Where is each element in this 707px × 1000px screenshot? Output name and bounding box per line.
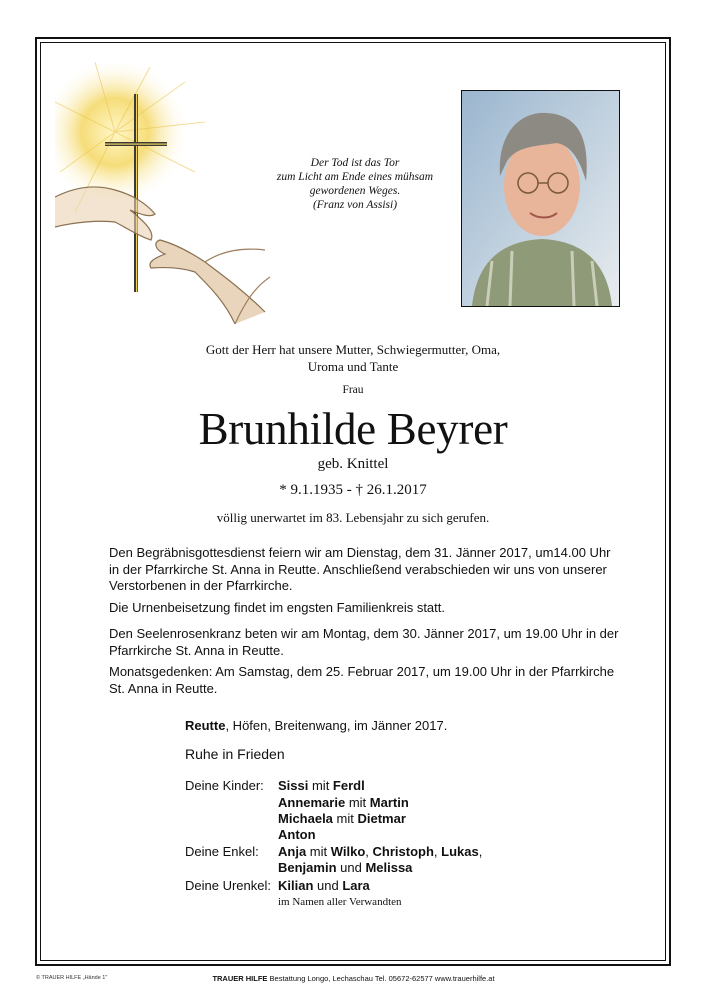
family-name: Wilko	[330, 844, 366, 859]
paragraph-line: Pfarrkirche St. Anna in Reutte.	[109, 642, 284, 658]
great-grandchildren-label: Deine Urenkel:	[185, 878, 271, 893]
quote-line: zum Licht am Ende eines mühsam	[276, 171, 434, 183]
family-name: Christoph	[372, 844, 434, 859]
quote-line: gewordenen Weges.	[309, 185, 401, 197]
paragraph-line: Monatsgedenken: Am Samstag, dem 25. Februar 2017, um 19.00 Uhr in der Pfarrkirche	[109, 664, 615, 679]
family-name: Kilian	[278, 878, 314, 893]
connector: mit	[332, 811, 358, 826]
family-name: Melissa	[365, 860, 413, 875]
paragraph-line: in der Pfarrkirche St. Anna in Reutte. Anschließend verabschieden wir uns von unserer	[109, 561, 607, 577]
paragraph-line: Den Begräbnisgottesdienst feiern wir am Dienstag, dem 31. Jänner 2017, um14.00 Uhr	[109, 545, 611, 560]
grandchildren-entry	[278, 860, 412, 875]
hands-icon	[55, 187, 270, 324]
family-name: Anja	[278, 844, 307, 859]
connector: ,	[365, 844, 373, 859]
memorial-paragraph	[109, 664, 615, 697]
paragraph-line: Den Seelenrosenkranz beten wir am Montag, dem 30. Jänner 2017, um 19.00 Uhr in der	[109, 626, 619, 641]
family-name: Lukas	[441, 844, 479, 859]
connector: mit	[308, 778, 333, 793]
intro-line: Gott der Herr hat unsere Mutter, Schwiegermutter, Oma,	[205, 342, 501, 357]
footer-contact: Bestattung Longo, Lechaschau Tel. 05672-62577 www.trauerhilfe.at	[267, 974, 495, 983]
connector: ,	[433, 844, 442, 859]
footer-copyright: © TRAUER HILFE „Hände 1"	[36, 975, 108, 981]
intro-line: Uroma und Tante	[307, 359, 399, 374]
family-name: Martin	[369, 795, 409, 810]
portrait-image	[462, 91, 619, 306]
quote-author: (Franz von Assisi)	[312, 199, 398, 211]
quote-block	[260, 156, 450, 212]
family-name: Annemarie	[278, 795, 346, 810]
connector: und	[313, 878, 343, 893]
child-entry	[278, 778, 365, 793]
connector: und	[336, 860, 366, 875]
urn-paragraph	[109, 600, 609, 617]
children-label: Deine Kinder:	[185, 778, 264, 793]
relatives-text: im Namen aller Verwandten	[278, 896, 402, 908]
family-name: Benjamin	[278, 860, 337, 875]
footer-info	[0, 974, 707, 983]
connector: mit	[345, 795, 370, 810]
grandchildren-entry	[278, 844, 482, 859]
intro-text	[40, 341, 666, 375]
maiden-name: geb. Knittel	[317, 456, 389, 472]
child-entry	[278, 795, 409, 810]
family-name: Anton	[278, 827, 316, 842]
child-entry	[278, 827, 316, 842]
place-date	[185, 718, 447, 733]
great-grandchildren-entry	[278, 878, 370, 893]
child-entry	[278, 811, 406, 826]
family-name: Ferdl	[332, 778, 365, 793]
family-name: Sissi	[278, 778, 309, 793]
paragraph-line: St. Anna in Reutte.	[109, 680, 218, 696]
family-name: Dietmar	[357, 811, 406, 826]
place-town: Reutte	[185, 718, 226, 733]
deceased-name: Brunhilde Beyrer	[198, 404, 508, 454]
life-dates: * 9.1.1935 - † 26.1.2017	[279, 482, 427, 498]
footer-brand: TRAUER HILFE	[212, 974, 268, 983]
called-home-text: völlig unerwartet im 83. Lebensjahr zu sich gerufen.	[216, 510, 490, 525]
cross-hands-artwork	[55, 62, 275, 332]
connector: ,	[478, 844, 483, 859]
place-rest: , Höfen, Breitenwang, im Jänner 2017.	[225, 718, 448, 733]
family-name: Michaela	[278, 811, 333, 826]
portrait-photo	[461, 90, 620, 307]
rosary-paragraph	[109, 626, 619, 659]
sun-glow	[55, 62, 190, 207]
salutation: Frau	[342, 384, 364, 396]
connector: mit	[306, 844, 331, 859]
funeral-paragraph	[109, 545, 609, 595]
quote-line: Der Tod ist das Tor	[310, 157, 400, 169]
grandchildren-label: Deine Enkel:	[185, 844, 259, 859]
rest-in-peace: Ruhe in Frieden	[185, 746, 285, 762]
paragraph-line: Die Urnenbeisetzung findet im engsten Familienkreis statt.	[109, 600, 445, 615]
paragraph-line: Verstorbenen in der Pfarrkirche.	[109, 578, 293, 593]
family-name: Lara	[342, 878, 370, 893]
